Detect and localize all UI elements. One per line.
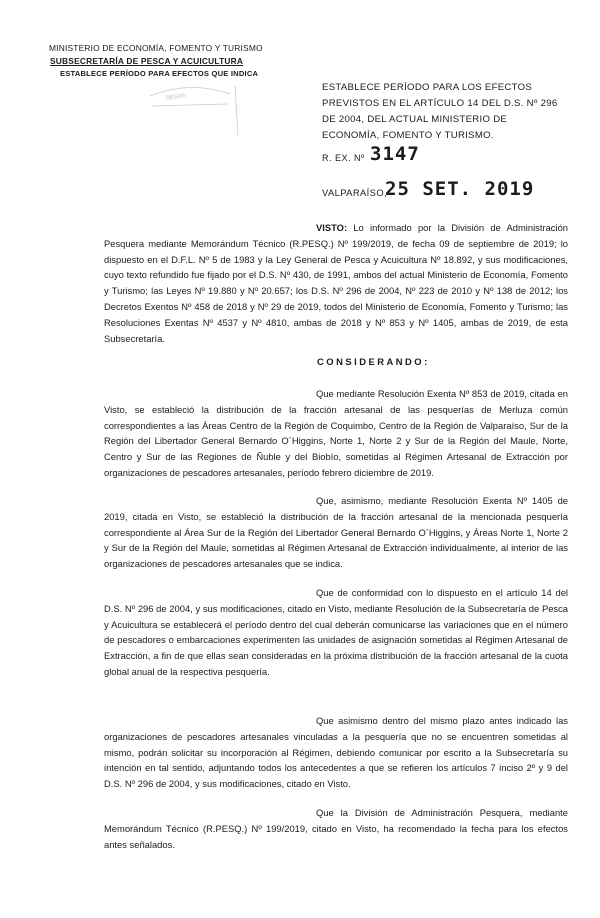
considerando-item: [104, 805, 568, 852]
considerando-item: [104, 493, 568, 572]
considerando-text: 1405 de 2019, citada en Visto, se estableció la distribución de la fracción artesanal de la mencionada pesquería correspondiente al Área Sur de la Región del Libertador General Bernardo O´Higgins, y Áreas Norte 1, Norte 2 y Sur de la Región del Maule, sometidas al Régimen Artesanal de Extracción individualmente, al interior de las organizaciones de pescadores artesanales que se indica.: [104, 495, 568, 570]
considerando-lead: Que mediante Resolución Exenta Nº 853 de 2019,: [316, 388, 527, 399]
resolution-number: 3147: [370, 143, 420, 165]
considerando-item: [104, 386, 568, 481]
considerando-text: citada en Visto, se estableció la distribución de la fracción artesanal de las pesquerías de Merluza común correspondientes a las Áreas Centro de la Región de Coquimbo, Centro de la Región de Valparaíso, Sur de la Región del Libertador General Bernardo O´Higgins, Norte 1, Norte 2 y Sur de la Región del Maule, Norte, Centro y Sur de las Regiones de Ñuble y del Biobío, sometidas al Régimen Artesanal de Extracción por organizaciones de pescadores artesanales, período febrero diciembre de 2019.: [104, 388, 568, 478]
resolution-date: 25 SET. 2019: [385, 178, 535, 200]
ministry-header: MINISTERIO DE ECONOMÍA, FOMENTO Y TURISMO: [49, 43, 263, 53]
visto-section: [104, 220, 568, 346]
considerando-text: mediante Memorándum Técnico (R.PESQ.) Nº 199/2019, citado en Visto, ha recomendado la fecha para los efectos antes señalados.: [104, 807, 569, 850]
considerando-text: 14 del D.S. Nº 296 de 2004, y sus modificaciones, citado en Visto, mediante Resolución de la Subsecretaría de Pesca y Acuicultura se establecerá el período dentro del cual deberán comunicarse las variaciones que en el número de pescadores o embarcaciones experimenten las unidades de asignación sometidas al Régimen Artesanal de Extracción, a fin de que ellas sean consideradas en la próxima distribución de la fracción artesanal de la cuota global anual de la respectiva pesquería.: [104, 587, 569, 677]
svg-text:· · ·: · · ·: [173, 111, 184, 118]
subject-short-label: ESTABLECE PERÍODO PARA EFECTOS QUE INDICA: [60, 69, 259, 78]
place-city: VALPARAÍSO,: [322, 187, 388, 198]
considerando-text: indicado las organizaciones de pescadores artesanales vinculadas a la pesquería que no se encuentren sometidas al mismo, podrán solicitar su incorporación al Régimen, debiendo comunicar por escrito a la Subsecretaría su intención en tal sentido, adjuntando todos los antecedentes a que se refieren los artículos 7 inciso 2º y 9 del D.S. Nº 296 de 2004, y sus modificaciones, citado en Visto.: [104, 715, 568, 790]
resolution-title: ESTABLECE PERÍODO PARA LOS EFECTOS PREVISTOS EN EL ARTÍCULO 14 DEL D.S. Nº 296 DE 2004, DEL ACTUAL MINISTERIO DE ECONOMÍA, FOMENTO Y TURISMO.: [322, 82, 558, 141]
svg-text:DESPA: DESPA: [165, 93, 186, 102]
visto-label: VISTO:: [316, 222, 348, 233]
considerando-item: [104, 585, 568, 680]
considerando-lead: Que, asimismo, mediante Resolución Exenta Nº: [316, 495, 528, 506]
official-stamp: [130, 76, 248, 146]
considerando-lead: Que asimismo dentro del mismo plazo antes: [316, 715, 513, 726]
visto-text: Lo informado por la División de Administración Pesquera mediante Memorándum Técnico (R.PESQ.) Nº 199/2019, de fecha 09 de septiembre de 2019; lo dispuesto en el D.F.L. Nº 5 de 1983 y la Ley General de Pesca y Acuicultura Nº 18.892, y sus modificaciones, cuyo texto refundido fue fijado por el D.S. Nº 430, de 1991, ambos del actual Ministerio de Economía, Fomento y Turismo; las Leyes Nº 19.880 y Nº 20.657; los D.S. Nº 296 de 2004, Nº 223 de 2010 y Nº 138 de 2012; los Decretos Exentos Nº 458 de 2018 y Nº 29 de 2019, todos del Ministerio de Economía, Fomento y Turismo; las Resoluciones Exentas Nº 4537 y Nº 4810, ambas de 2018 y Nº 853 y Nº 1405, ambas de 2019, de esta Subsecretaría.: [104, 222, 568, 344]
considerando-lead: Que la División de Administración Pesquera,: [316, 807, 523, 818]
undersecretariat-header: [50, 56, 243, 66]
resolution-label: R. EX. Nº: [322, 153, 365, 163]
considerando-lead: Que de conformidad con lo dispuesto en el artículo: [316, 587, 538, 598]
considerando-heading: CONSIDERANDO:: [317, 356, 430, 367]
considerando-item: [104, 713, 568, 792]
undersecretariat-label: SUBSECRETARÍA DE PESCA Y ACUICULTURA: [50, 56, 244, 66]
svg-text:· · ·: · · ·: [232, 106, 238, 116]
